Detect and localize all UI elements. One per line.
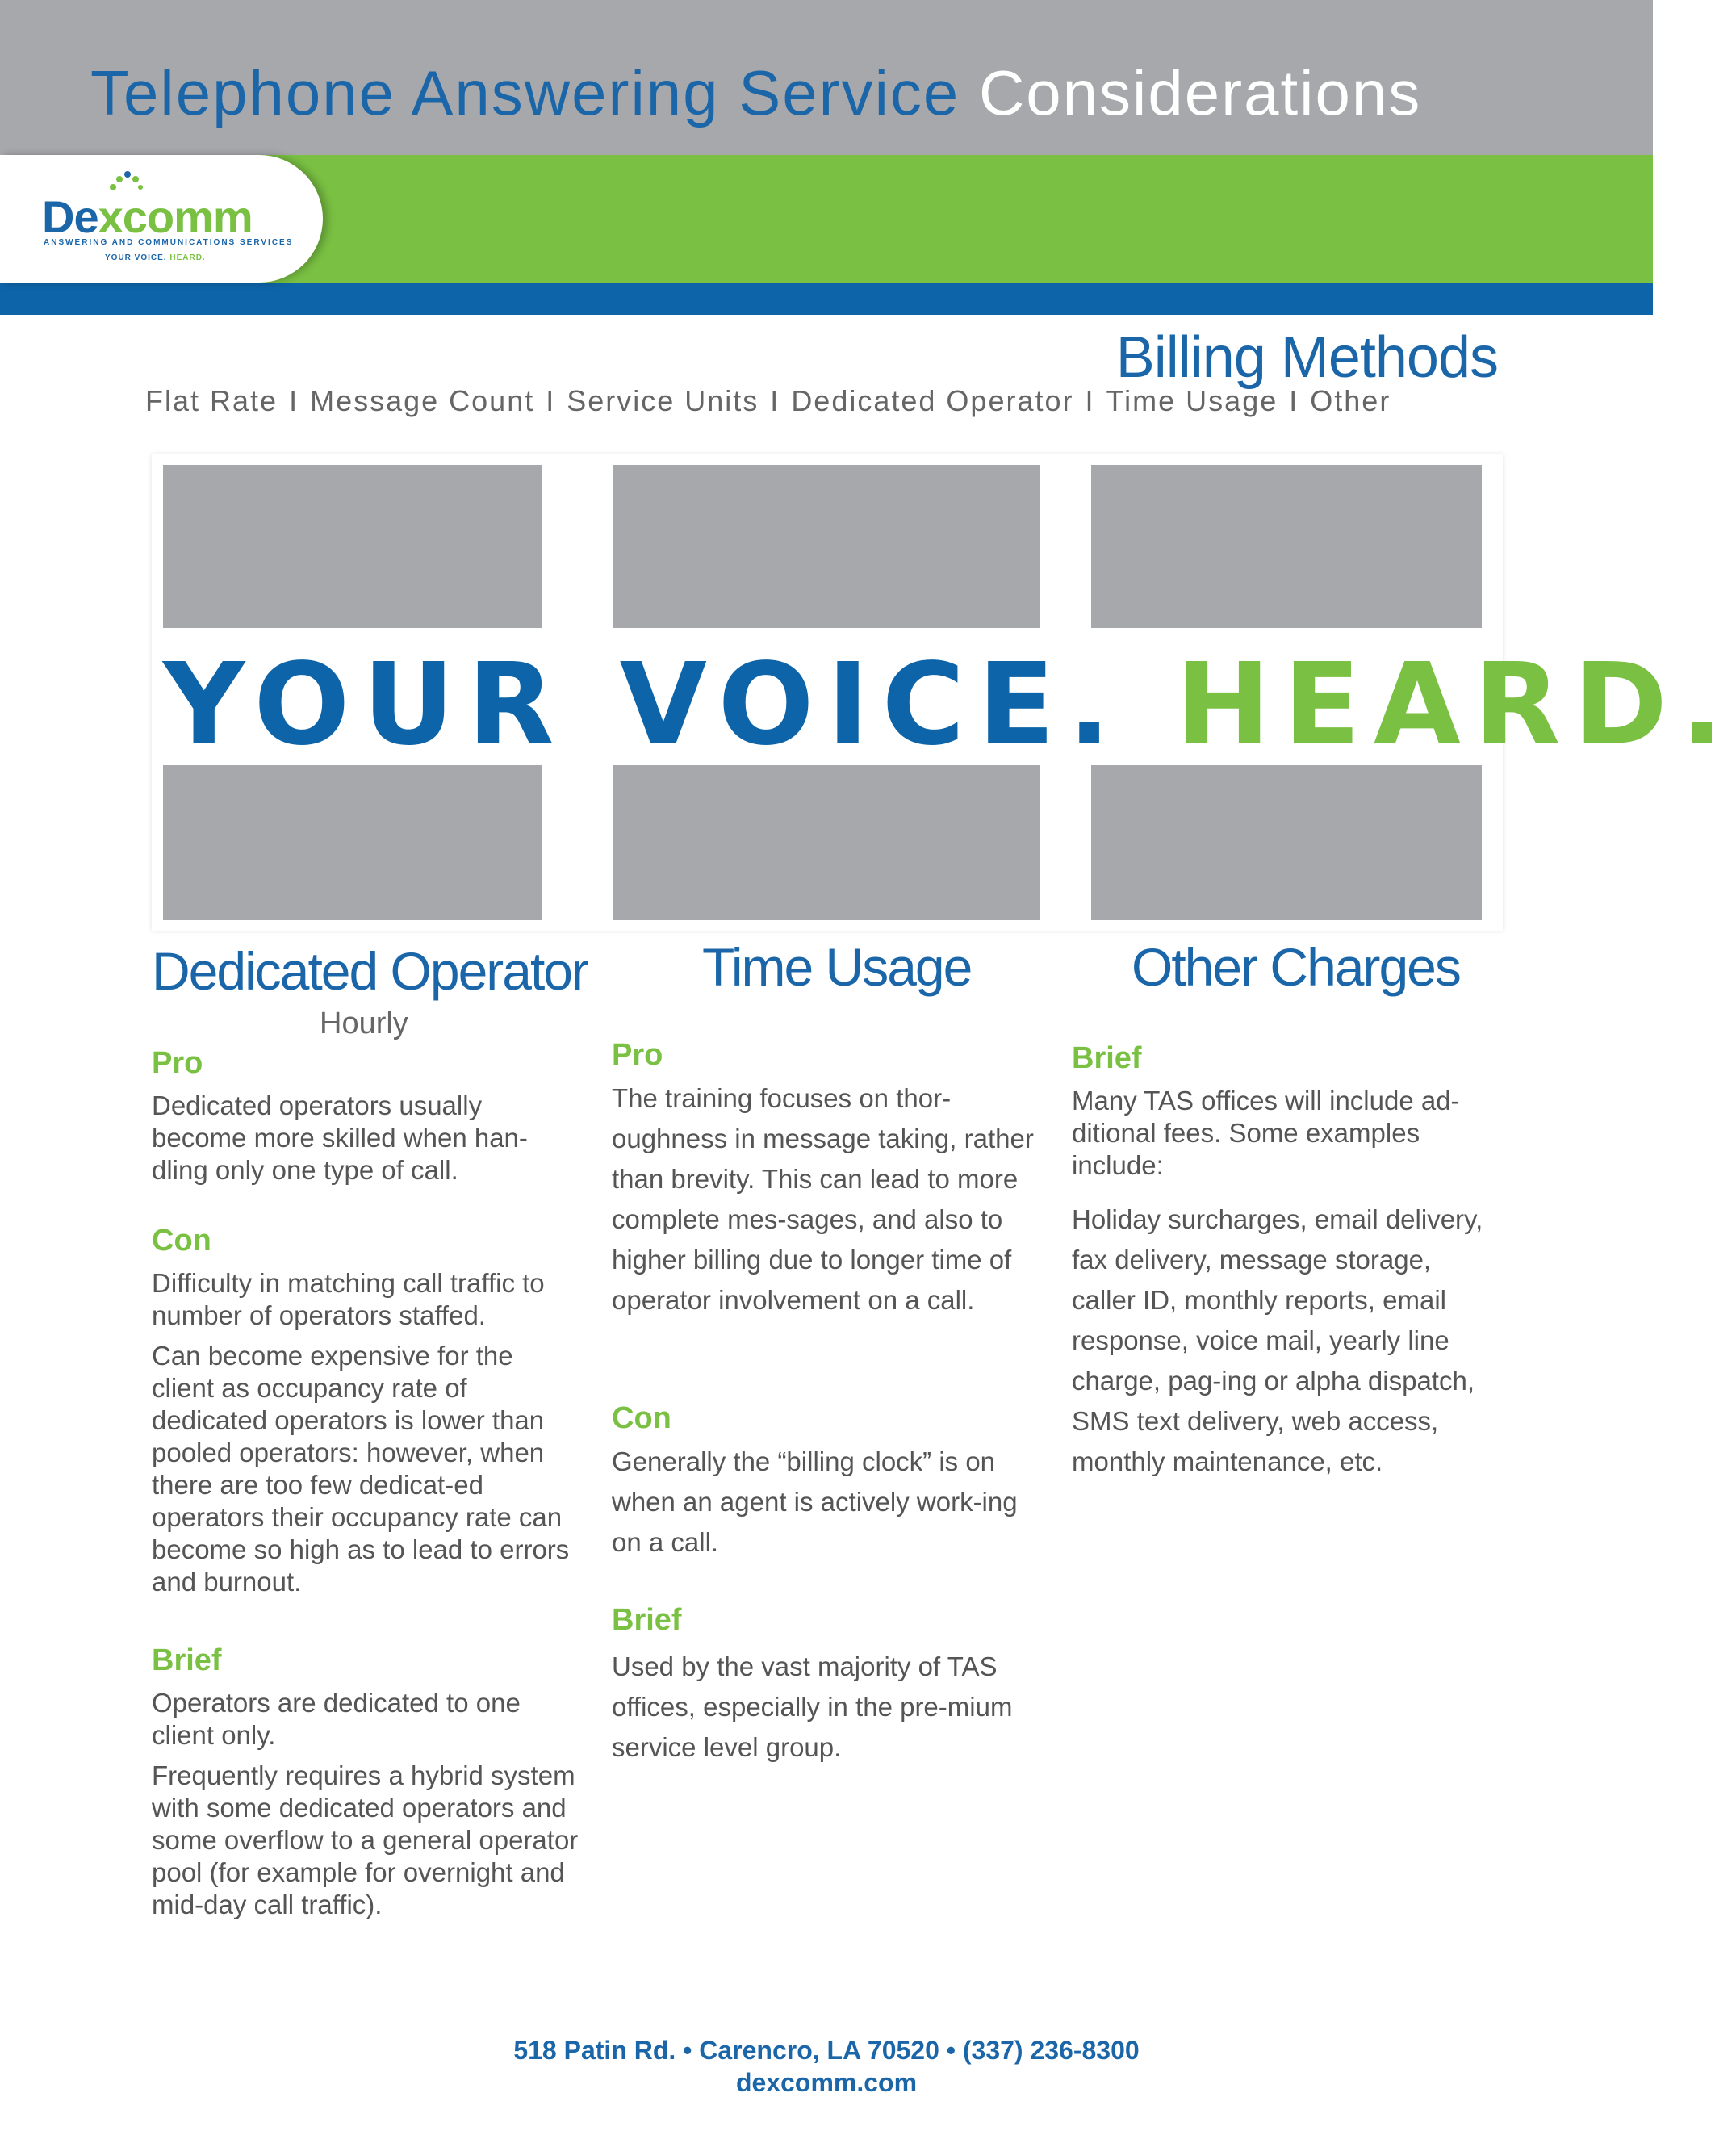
- time-usage-heading: Time Usage: [702, 937, 972, 997]
- billing-method: Flat Rate: [145, 384, 278, 417]
- banner-gray-block: [613, 765, 1040, 920]
- page-title-part2: Considerations: [978, 57, 1422, 128]
- separator: I: [770, 384, 780, 417]
- dedicated-pro-label: Pro: [152, 1046, 203, 1080]
- dedicated-operator-subheading: Hourly: [320, 1007, 408, 1040]
- billing-methods-title: Billing Methods: [1115, 325, 1498, 390]
- logo-subtitle: ANSWERING AND COMMUNICATIONS SERVICES: [44, 238, 294, 247]
- separator: I: [546, 384, 556, 417]
- banner-gray-block: [1091, 465, 1482, 628]
- dedicated-con-label: Con: [152, 1224, 211, 1258]
- separator: I: [289, 384, 299, 417]
- time-pro-text: The training focuses on thor-oughness in message taking, rather than brevity. This can lead to more complete mes-sages, and also to higher billing due to longer time of operator involvement on a call.: [612, 1083, 1034, 1315]
- time-pro-label: Pro: [612, 1038, 663, 1072]
- billing-method: Service Units: [567, 384, 759, 417]
- billing-method: Dedicated Operator: [791, 384, 1074, 417]
- dedicated-con-text-2: Can become expensive for the client as occupancy rate of dedicated operators is lower than pooled operators: however, when there are too few dedicat-ed operators their occupancy rate can become so high as to lead to errors and burnout.: [152, 1341, 570, 1597]
- time-brief-label: Brief: [612, 1603, 682, 1637]
- separator: I: [1289, 384, 1299, 417]
- banner-tagline: YOUR VOICE. HEARD.: [163, 639, 1736, 771]
- time-con-label: Con: [612, 1401, 671, 1435]
- dedicated-brief-text-2: Frequently requires a hybrid system with some dedicated operators and some overflow to a general operator pool (for example for overnight and mid-day call traffic).: [152, 1760, 579, 1919]
- billing-method: Time Usage: [1106, 384, 1278, 417]
- other-brief-label: Brief: [1072, 1041, 1142, 1075]
- banner-gray-block: [1091, 765, 1482, 920]
- time-brief-text: Used by the vast majority of TAS offices, especially in the pre-mium service level group.: [612, 1651, 1013, 1762]
- page-title-part1: Telephone Answering Service: [90, 57, 960, 128]
- dedicated-brief-text-1: Operators are dedicated to one client only.: [152, 1688, 521, 1750]
- footer-address: 518 Patin Rd. • Carencro, LA 70520 • (337) 236-8300: [513, 2036, 1140, 2065]
- other-brief-text-1: Many TAS offices will include ad-ditional fees. Some examples include:: [1072, 1086, 1460, 1180]
- dedicated-brief-label: Brief: [152, 1643, 222, 1677]
- footer-website[interactable]: dexcomm.com: [735, 2068, 918, 2097]
- billing-method: Other: [1310, 384, 1391, 417]
- logo-tagline: YOUR VOICE. HEARD.: [105, 253, 206, 262]
- other-charges-heading: Other Charges: [1132, 937, 1460, 997]
- billing-methods-list: [145, 384, 1391, 418]
- dexcomm-logo: [0, 155, 323, 283]
- billing-method: Message Count: [310, 384, 535, 417]
- banner-gray-block: [163, 765, 542, 920]
- blue-divider-bar: [0, 283, 1653, 315]
- time-con-text: Generally the “billing clock” is on when an agent is actively work-ing on a call.: [612, 1446, 1018, 1557]
- dedicated-operator-heading: Dedicated Operator: [152, 941, 588, 1001]
- banner-gray-block: [163, 465, 542, 628]
- other-brief-text-2: Holiday surcharges, email delivery, fax delivery, message storage, caller ID, monthly reports, email response, voice mail, yearly line charge, pag-ing or alpha dispatch, SMS text delivery, web access, monthly maintenance, etc.: [1072, 1204, 1483, 1476]
- separator: I: [1085, 384, 1095, 417]
- logo-wordmark: Dexcomm: [42, 191, 253, 242]
- dedicated-con-text-1: Difficulty in matching call traffic to number of operators staffed.: [152, 1268, 545, 1330]
- banner-gray-block: [613, 465, 1040, 628]
- footer: [0, 2034, 1653, 2099]
- page-title: [90, 57, 1421, 130]
- dedicated-pro-text: Dedicated operators usually become more skilled when han-dling only one type of call.: [152, 1090, 528, 1185]
